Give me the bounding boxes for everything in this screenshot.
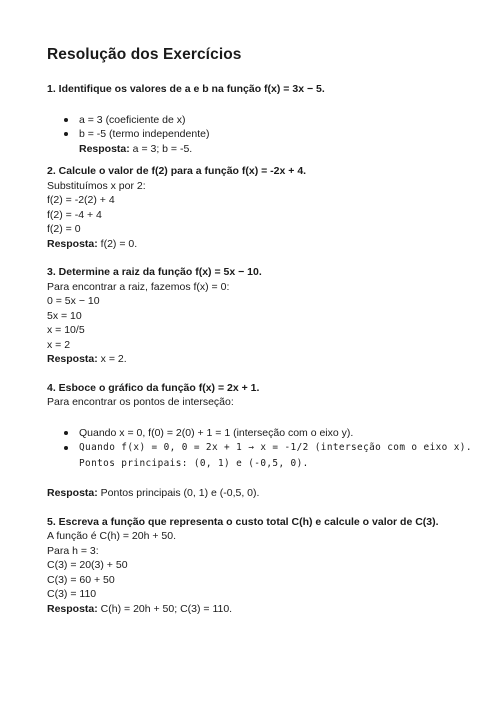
text-line: f(2) = -2(2) + 4: [47, 194, 115, 206]
exercise-4-points: Pontos principais: (0, 1) e (-0,5, 0).: [79, 458, 309, 469]
text-line: Para encontrar os pontos de interseção:: [47, 396, 234, 408]
page-title: Resolução dos Exercícios: [47, 46, 242, 63]
list-item: a = 3 (coeficiente de x): [47, 113, 498, 128]
text-line: Substituímos x por 2:: [47, 179, 146, 192]
answer-text: Pontos principais (0, 1) e (-0,5, 0).: [97, 487, 260, 499]
text-line: A função é C(h) = 20h + 50.: [47, 530, 177, 542]
exercise-4-answer: [47, 486, 498, 501]
text-line: x = 10/5: [47, 324, 85, 336]
text-line: x = 2: [47, 338, 71, 351]
list-item: b = -5 (termo independente): [47, 127, 498, 142]
answer-label: Resposta:: [47, 237, 98, 250]
exercise-4-heading: 4. Esboce o gráfico da função f(x) = 2x + 1.: [47, 381, 260, 394]
answer-text: C(h) = 20h + 50; C(3) = 110.: [97, 602, 233, 615]
exercise-1-answer: [47, 142, 498, 157]
list-item-mono: Quando f(x) = 0, 0 = 2x + 1 → x = -1/2 (interseção com o eixo x).: [47, 440, 474, 456]
exercise-3-answer: [47, 352, 498, 367]
text-line: f(2) = 0: [47, 223, 81, 235]
exercise-1-heading: 1. Identifique os valores de a e b na função f(x) = 3x − 5.: [47, 83, 325, 95]
answer-label: Resposta:: [47, 602, 98, 615]
text-line: 0 = 5x − 10: [47, 295, 100, 307]
text-line: C(3) = 60 + 50: [47, 573, 115, 586]
text-line: 5x = 10: [47, 309, 82, 322]
text-line: Para encontrar a raiz, fazemos f(x) = 0:: [47, 280, 230, 293]
text-line: Para h = 3:: [47, 544, 99, 557]
exercise-3-heading: 3. Determine a raiz da função f(x) = 5x − 10.: [47, 266, 262, 278]
answer-text: x = 2.: [97, 353, 127, 365]
exercise-5-answer: [47, 602, 498, 617]
answer-label: Resposta:: [79, 142, 130, 155]
text-line: C(3) = 110: [47, 588, 97, 600]
exercise-5-heading: 5. Escreva a função que representa o custo total C(h) e calcule o valor de C(3).: [47, 515, 439, 528]
exercise-4-list: [47, 426, 498, 457]
list-item: Quando x = 0, f(0) = 2(0) + 1 = 1 (interseção com o eixo y).: [47, 426, 498, 441]
exercise-2-answer: [47, 237, 498, 252]
exercise-2-heading: 2. Calcule o valor de f(2) para a função f(x) = -2x + 4.: [47, 165, 307, 177]
text-line: C(3) = 20(3) + 50: [47, 559, 128, 571]
text-line: f(2) = -4 + 4: [47, 208, 102, 221]
answer-text: f(2) = 0.: [97, 237, 138, 250]
answer-label: Resposta:: [47, 487, 98, 499]
exercise-1-list: [47, 113, 498, 142]
answer-text: a = 3; b = -5.: [129, 142, 193, 155]
answer-label: Resposta:: [47, 353, 98, 365]
